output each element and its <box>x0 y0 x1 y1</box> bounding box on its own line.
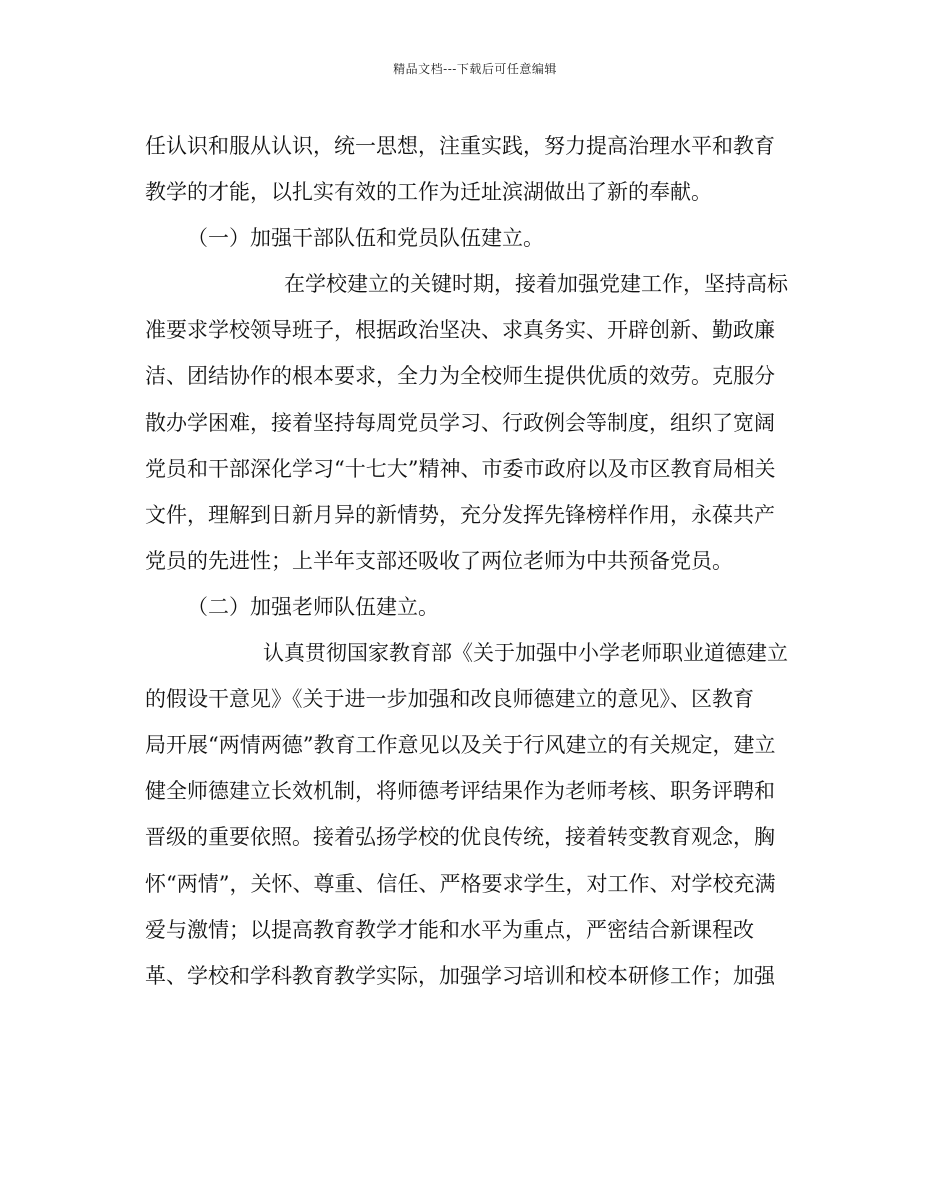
text-line: 健全师德建立长效机制，将师德考评结果作为老师考核、职务评聘和 <box>145 779 775 804</box>
text-line: 准要求学校领导班子，根据政治坚决、求真务实、开辟创新、勤政廉 <box>145 318 775 343</box>
text-line: 的假设干意见》《关于进一步加强和改良师德建立的意见》、区教育 <box>145 687 754 712</box>
section-heading-1: （一）加强干部队伍和党员队伍建立。 <box>187 226 544 251</box>
text-line: 认真贯彻国家教育部《关于加强中小学老师职业道德建立 <box>263 641 788 666</box>
text-line: 党员的先进性；上半年支部还吸收了两位老师为中共预备党员。 <box>145 548 733 573</box>
text-line: 爱与激情；以提高教育教学才能和水平为重点，严密结合新课程改 <box>145 917 754 942</box>
document-body <box>145 123 815 999</box>
text-line: 文件，理解到日新月异的新情势，充分发挥先锋榜样作用，永葆共产 <box>145 502 775 527</box>
text-line: 在学校建立的关键时期，接着加强党建工作，坚持高标 <box>284 272 788 297</box>
text-line: 洁、团结协作的根本要求，全力为全校师生提供优质的效劳。克服分 <box>145 364 775 389</box>
text-line: 散办学困难，接着坚持每周党员学习、行政例会等制度，组织了宽阔 <box>145 410 775 435</box>
text-line: 任认识和服从认识，统一思想，注重实践，努力提高治理水平和教育 <box>145 134 775 158</box>
page-header: 精品文档---下载后可任意编辑 <box>393 62 557 76</box>
text-line: 革、学校和学科教育教学实际，加强学习培训和校本研修工作；加强 <box>145 963 775 988</box>
text-line: 局开展“两情两德”教育工作意见以及关于行风建立的有关规定，建立 <box>145 733 776 758</box>
text-line: 晋级的重要依照。接着弘扬学校的优良传统，接着转变教育观念，胸 <box>145 825 775 850</box>
text-line: 怀“两情”，关怀、尊重、信任、严格要求学生，对工作、对学校充满 <box>145 871 776 896</box>
text-line: 党员和干部深化学习“十七大”精神、市委市政府以及市区教育局相关 <box>145 456 776 481</box>
section-heading-2: （二）加强老师队伍建立。 <box>187 594 439 619</box>
text-line: 教学的才能，以扎实有效的工作为迁址滨湖做出了新的奉献。 <box>145 180 712 205</box>
